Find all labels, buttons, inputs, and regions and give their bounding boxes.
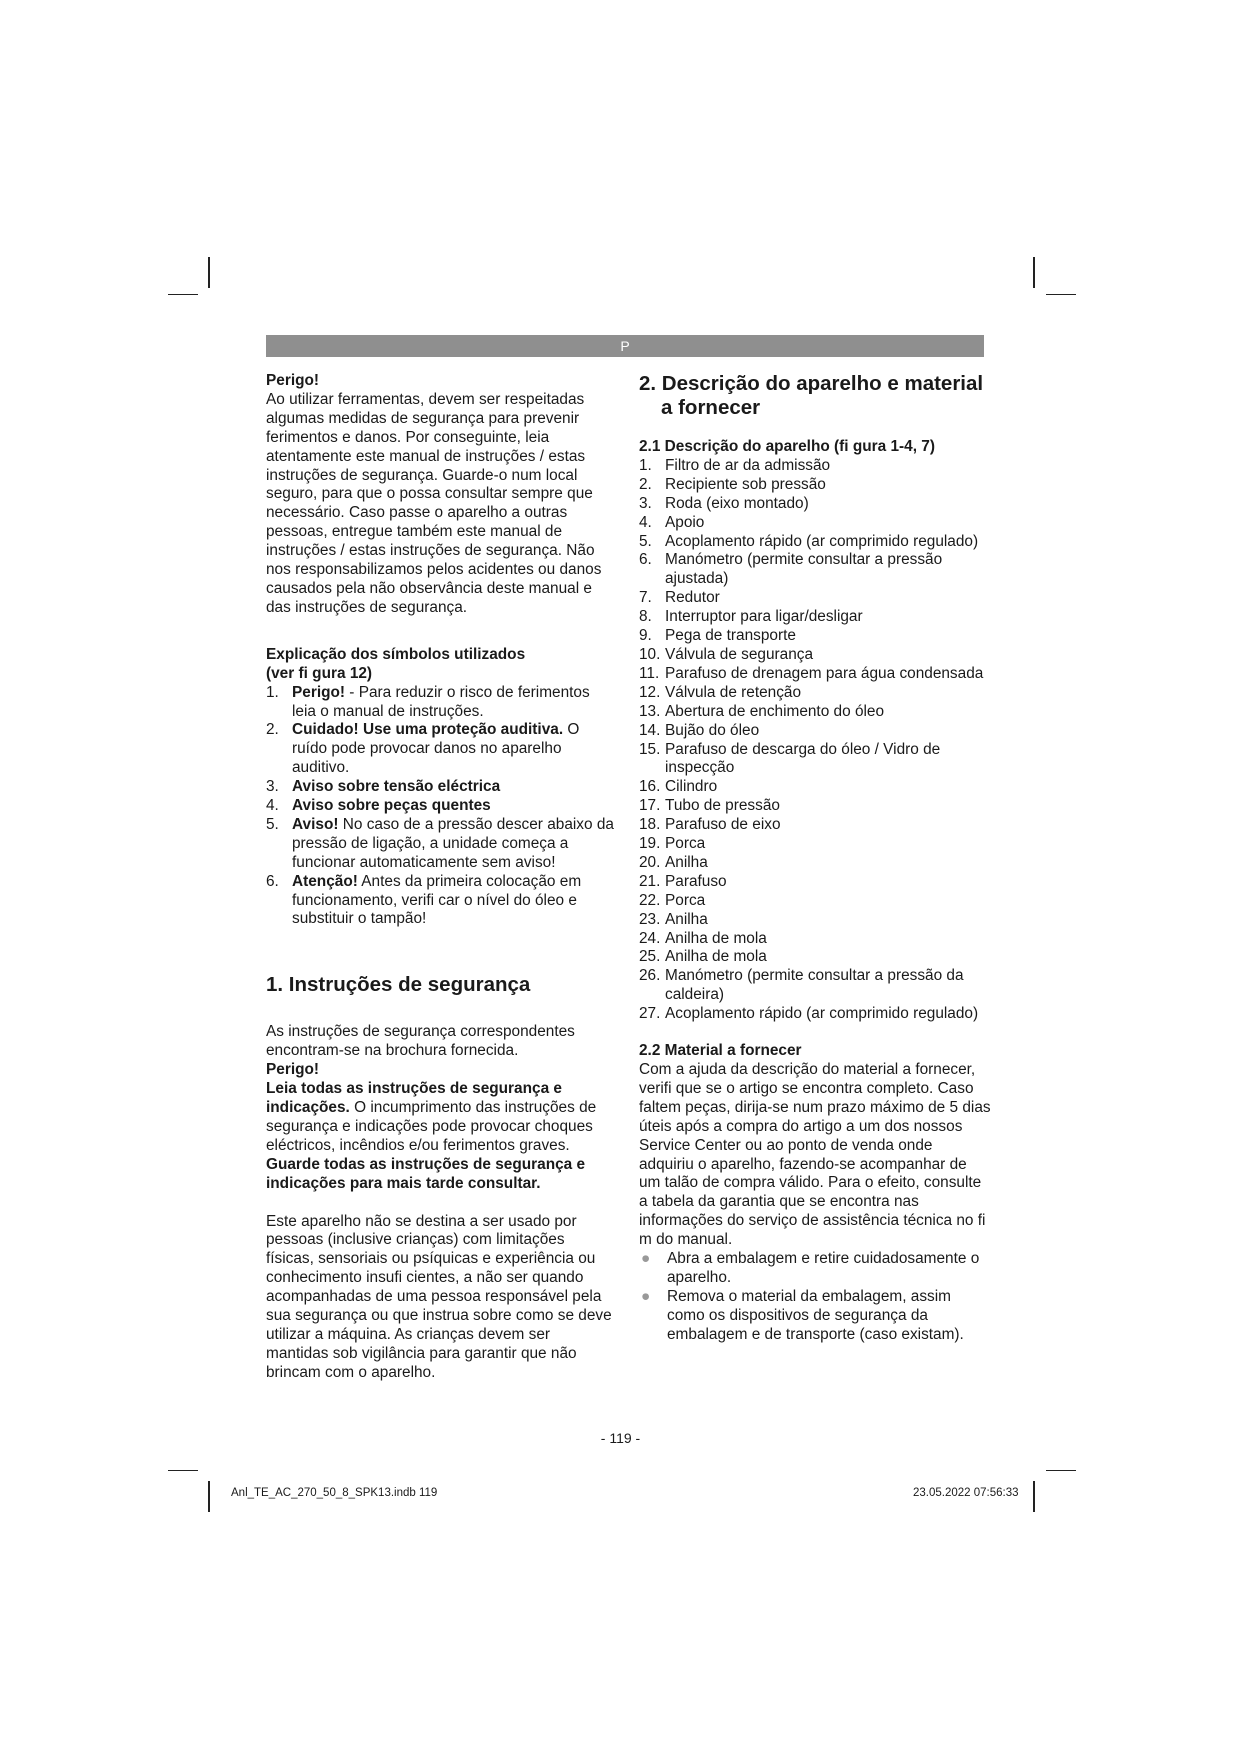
list-item: 3. Aviso sobre tensão eléctrica <box>266 778 501 796</box>
safety-persons-paragraph: Este aparelho não se destina a ser usado por pessoas (inclusive crianças) com limitações físicas, sensoriais ou psíquicas e experiência ou conhecimento insufi cientes, a não ser quando acompanhadas de uma pessoa responsável pela sua segurança ou que instrua sobre como se deve utilizar a máquina. As crianças devem ser mantidas sob vigilância para garantir que não brincam com o aparelho. <box>266 1212 612 1381</box>
list-item: 15. Parafuso de descarga do óleo / Vidro de inspecção <box>639 740 941 777</box>
crop-mark <box>1046 294 1076 295</box>
list-item: 20. Anilha <box>639 853 708 871</box>
parts-list <box>639 457 991 1024</box>
crop-mark <box>1046 1470 1076 1471</box>
list-item: 2. Recipiente sob pressão <box>639 475 826 493</box>
crop-mark <box>168 294 198 295</box>
list-item: 1. Perigo! - Para reduzir o risco de ferimentos leia o manual de instruções. <box>266 683 590 720</box>
safety-intro: As instruções de segurança correspondentes encontram-se na brochura fornecida. <box>266 1023 575 1060</box>
list-item: 1. Filtro de ar da admissão <box>639 456 831 474</box>
list-item: 2. Cuidado! Use uma proteção auditiva. O ruído pode provocar danos no aparelho auditivo. <box>266 721 580 777</box>
crop-mark <box>208 1481 210 1512</box>
list-item: 13. Abertura de enchimento do óleo <box>639 702 885 720</box>
bullet-icon: ● <box>641 1250 651 1268</box>
list-item: 8. Interruptor para ligar/desligar <box>639 608 863 626</box>
list-item: 9. Pega de transporte <box>639 627 796 645</box>
list-item: 5. Aviso! No caso de a pressão descer abaixo da pressão de ligação, a unidade começa a funcionar automaticamente sem aviso! <box>266 815 614 871</box>
supply-paragraph: Com a ajuda da descrição do material a fornecer, verifi que se o artigo se encontra completo. Caso faltem peças, dirija-se num prazo máximo de 5 dias úteis após a compra do artigo a um dos nossos Service Center ou ao ponto de venda onde adquiriu o aparelho, fazendo-se acompanhar de um talão de compra válido. Para o efeito, consulte a tabela da garantia que se encontra nas informações do serviço de assistência técnica no fi m do manual. <box>639 1061 991 1249</box>
section-2-title: 2. Descrição do aparelho e material a fornecer <box>639 372 984 419</box>
list-item: 6. Atenção! Antes da primeira colocação em funcionamento, verifi car o nível do óleo e substituir o tampão! <box>266 872 582 928</box>
safety-danger-title: Perigo! <box>266 1061 320 1079</box>
safety-read-all: Leia todas as instruções de segurança e indicações. O incumprimento das instruções de segurança e indicações pode provocar choques eléctricos, incêndios e/ou ferimentos graves. <box>266 1080 597 1154</box>
crop-mark <box>168 1470 198 1471</box>
list-item: 24. Anilha de mola <box>639 929 767 947</box>
section-1-title: 1. Instruções de segurança <box>266 973 531 997</box>
danger-title: Perigo! <box>266 372 320 389</box>
safety-keep-instructions: Guarde todas as instruções de segurança e indicações para mais tarde consultar. <box>266 1155 586 1192</box>
list-item: ● Remova o material da embalagem, assim como os dispositivos de segurança da embalagem e de transporte (caso existam). <box>641 1287 964 1343</box>
list-item: 18. Parafuso de eixo <box>639 816 781 834</box>
list-item: 11. Parafuso de drenagem para água condensada <box>639 664 984 682</box>
footer-file-info: Anl_TE_AC_270_50_8_SPK13.indb 119 <box>231 1487 438 1499</box>
list-item: 3. Roda (eixo montado) <box>639 494 809 512</box>
right-column <box>639 372 991 1345</box>
list-item: 7. Redutor <box>639 589 720 607</box>
list-item: 21. Parafuso <box>639 872 727 890</box>
language-tab-bar <box>266 335 984 357</box>
language-code: P <box>620 338 630 354</box>
list-item: 4. Aviso sobre peças quentes <box>266 797 491 815</box>
list-item: 25. Anilha de mola <box>639 948 767 966</box>
list-item: 4. Apoio <box>639 513 705 531</box>
device-description-heading: 2.1 Descrição do aparelho (fi gura 1-4, 7) <box>639 438 935 455</box>
unpacking-list <box>639 1250 991 1345</box>
crop-mark <box>208 257 210 288</box>
list-item: 22. Porca <box>639 891 706 909</box>
supply-heading: 2.2 Material a fornecer <box>639 1042 802 1060</box>
symbols-heading: Explicação dos símbolos utilizados <box>266 645 526 663</box>
list-item: 16. Cilindro <box>639 778 718 796</box>
list-item: 12. Válvula de retenção <box>639 683 802 701</box>
list-item: 14. Bujão do óleo <box>639 721 760 739</box>
symbols-list <box>266 684 616 930</box>
list-item: ● Abra a embalagem e retire cuidadosamente o aparelho. <box>641 1250 980 1286</box>
list-item: 10. Válvula de segurança <box>639 645 814 663</box>
list-item: 27. Acoplamento rápido (ar comprimido regulado) <box>639 1005 979 1023</box>
crop-mark <box>1033 257 1035 288</box>
list-item: 26. Manómetro (permite consultar a pressão da caldeira) <box>639 967 964 1004</box>
footer-timestamp: 23.05.2022 07:56:33 <box>913 1487 1019 1499</box>
bullet-icon: ● <box>641 1287 651 1305</box>
danger-paragraph: Ao utilizar ferramentas, devem ser respeitadas algumas medidas de segurança para prevenir ferimentos e danos. Por conseguinte, leia atentamente este manual de instruções / estas instruções de segurança. Guarde-o num local seguro, para que o possa consultar sempre que necessário. Caso passe o aparelho a outras pessoas, entregue também este manual de instruções / estas instruções de segurança. Não nos responsabilizamos pelos acidentes ou danos causados pela não observância deste manual e das instruções de segurança. <box>266 390 602 616</box>
list-item: 5. Acoplamento rápido (ar comprimido regulado) <box>639 532 979 550</box>
list-item: 19. Porca <box>639 835 706 853</box>
list-item: 17. Tubo de pressão <box>639 797 780 815</box>
left-column <box>266 372 616 1383</box>
list-item: 23. Anilha <box>639 910 708 928</box>
list-item: 6. Manómetro (permite consultar a pressão ajustada) <box>639 551 943 588</box>
symbols-subheading: (ver fi gura 12) <box>266 664 373 682</box>
page-number: - 119 - <box>600 1430 641 1446</box>
crop-mark <box>1033 1481 1035 1512</box>
